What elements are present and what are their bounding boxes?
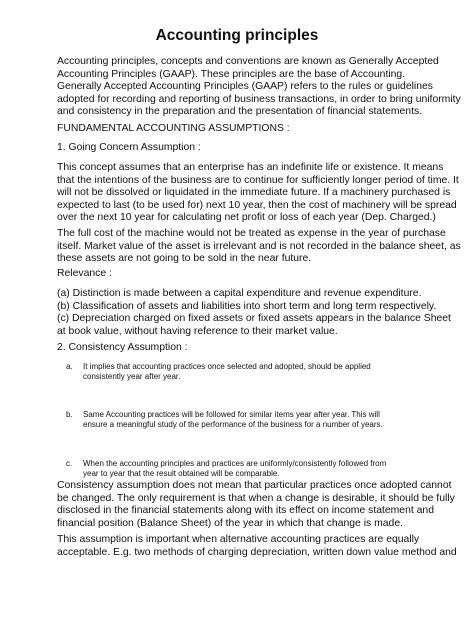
intro-line: Generally Accepted Accounting Principles (GAAP) refers to the rules or guidelines bbox=[57, 81, 433, 93]
list-marker: a. bbox=[66, 362, 73, 371]
relevance-point: (b) Classification of assets and liabilities into short term and long term respectively. bbox=[57, 300, 437, 312]
paragraph-line: will not be dissolved or liquidated in the immediate future. If a machinery purchased is bbox=[57, 187, 451, 199]
paragraph-line: This assumption is important when alternative accounting practices are equally bbox=[57, 534, 420, 545]
list-item-body bbox=[83, 459, 386, 480]
intro-line: adopted for recording and reporting of business transactions, in order to bring uniformity bbox=[57, 93, 461, 105]
relevance-point: (c) Depreciation charged on fixed assets or fixed assets appears in the balance Sheet bbox=[57, 313, 451, 325]
page-title: Accounting principles bbox=[155, 27, 319, 44]
intro-line: Accounting Principles (GAAP). These principles are the base of Accounting. bbox=[57, 68, 406, 80]
list-item-body bbox=[83, 410, 383, 431]
paragraph-line: Consistency assumption does not mean that particular practices once adopted cannot bbox=[57, 480, 452, 491]
paragraph-line: The full cost of the machine would not be treated as expense in the year of purchase bbox=[57, 228, 446, 239]
relevance-points bbox=[57, 288, 451, 338]
paragraph-line: disclosed in the financial statements along with its effect on income statement and bbox=[57, 505, 434, 517]
going-concern-heading: 1. Going Concern Assumption : bbox=[57, 142, 201, 153]
paragraph-line: expected to last (to be used for) next 10 year, then the cost of machinery will be spread bbox=[57, 199, 457, 211]
paragraph-line: financial position (Balance Sheet) of the year in which that change is made. bbox=[57, 517, 403, 529]
going-concern-paragraph-2 bbox=[57, 228, 461, 266]
paragraph-line: these assets are not going to be sold in the near future. bbox=[57, 253, 312, 265]
list-item-line: When the accounting principles and practices are uniformly/consistently followed from bbox=[83, 459, 387, 468]
list-item-body bbox=[83, 362, 371, 383]
list-item-line: consistently year after year. bbox=[83, 372, 181, 382]
consistency-paragraph-2 bbox=[57, 534, 457, 559]
paragraph-line: that the intentions of the business are to continue for sufficiently longer period of time. It bbox=[57, 174, 459, 186]
intro-line: Accounting principles, concepts and conventions are known as Generally Accepted bbox=[57, 56, 439, 67]
paragraph-line: over the next 10 year for calculating net profit or loss of each year (Dep. Charged.) bbox=[57, 212, 436, 224]
intro-line: and consistency in the preparation and the presentation of financial statements. bbox=[57, 106, 423, 118]
list-marker: b. bbox=[66, 410, 73, 419]
list-item-line: It implies that accounting practices once selected and adopted, should be applied bbox=[83, 362, 371, 371]
paragraph-line: itself. Market value of the asset is irrelevant and is not recorded in the balance sheet, as bbox=[57, 240, 461, 252]
list-item-line: year to year that the result obtained will be comparable. bbox=[83, 469, 280, 479]
consistency-paragraph-1 bbox=[57, 480, 455, 530]
intro-paragraph bbox=[57, 56, 461, 119]
list-marker: c. bbox=[66, 459, 73, 468]
paragraph-line: be changed. The only requirement is that when a change is desirable, it should be fully bbox=[57, 492, 455, 504]
list-item-line: Same Accounting practices will be followed for similar items year after year. This will bbox=[83, 410, 380, 419]
relevance-point: (a) Distinction is made between a capital expenditure and revenue expenditure. bbox=[57, 288, 422, 299]
paragraph-line: acceptable. E.g. two methods of charging depreciation, written down value method and bbox=[57, 546, 457, 558]
relevance-point: at book value, without having reference to their market value. bbox=[57, 325, 338, 337]
list-item-line: ensure a meaningful study of the performance of the business for a number of years. bbox=[83, 420, 383, 430]
going-concern-paragraph-1 bbox=[57, 162, 459, 225]
relevance-heading: Relevance : bbox=[57, 268, 112, 279]
consistency-heading: 2. Consistency Assumption : bbox=[57, 342, 188, 353]
fundamental-heading: FUNDAMENTAL ACCOUNTING ASSUMPTIONS : bbox=[57, 123, 290, 134]
paragraph-line: This concept assumes that an enterprise has an indefinite life or existence. It means bbox=[57, 162, 444, 173]
